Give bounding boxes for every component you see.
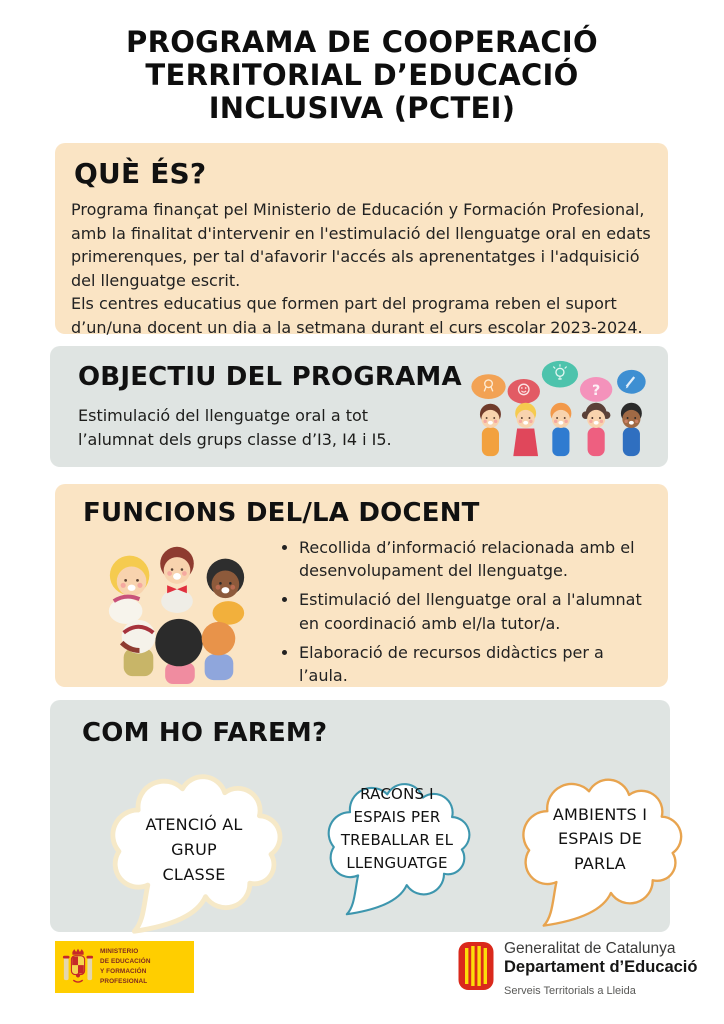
question-icon	[580, 377, 612, 402]
spain-coat-of-arms-icon	[62, 946, 94, 988]
page-title	[0, 26, 724, 125]
generalitat-line1: Generalitat de Catalunya	[504, 940, 676, 957]
section-que-es	[55, 143, 668, 337]
que-es-heading: QUÈ ÉS?	[74, 157, 207, 190]
question-glyph: ?	[592, 383, 601, 400]
ministerio-line1: MINISTERIO	[100, 948, 139, 956]
que-es-paragraph-2: Els centres educatius que formen part del programa reben el suport d’un/una docent un dia a la setmana durant el curs escolar 2023-2024.	[71, 294, 643, 337]
kid-pink-shirt	[582, 403, 611, 456]
lightbulb-icon	[542, 361, 578, 388]
children-group-illustration	[77, 530, 277, 688]
group-kid-red-bow-boy	[160, 547, 194, 613]
spain-crest-svg	[62, 946, 94, 988]
com-ho-farem-heading: COM HO FAREM?	[82, 718, 328, 748]
objectiu-heading: OBJECTIU DEL PROGRAMA	[78, 362, 462, 392]
smiley-icon	[508, 379, 540, 404]
kid-red-dress	[513, 403, 538, 456]
children-speech-bubbles-svg	[464, 358, 654, 458]
generalitat-line2: Departament d’Educació	[504, 958, 698, 977]
kid-orange-shirt	[480, 404, 501, 456]
bubble-ambients-espais	[506, 764, 694, 932]
ministerio-logo	[55, 941, 194, 993]
bubble-racons-espais	[316, 756, 478, 934]
ministerio-line3: Y FORMACIÓN PROFESIONAL	[100, 968, 148, 985]
ministerio-line2: DE EDUCACIÓN	[100, 958, 151, 966]
group-kid-blonde-girl	[109, 556, 149, 624]
page-title-line3: INCLUSIVA (PCTEI)	[208, 91, 516, 126]
pencil-icon	[617, 370, 646, 394]
group-kid-afro-back	[155, 619, 202, 684]
award-icon	[471, 374, 505, 399]
ministerio-text	[100, 947, 189, 987]
page-title-line1: PROGRAMA DE COOPERACIÓ	[126, 25, 598, 59]
senyera-svg	[458, 941, 494, 991]
method-bubbles	[82, 758, 654, 938]
group-kid-orange-hair-back	[202, 622, 236, 680]
objectiu-text-block	[78, 360, 464, 452]
footer	[0, 940, 724, 1010]
senyera-shield-icon	[458, 941, 494, 991]
objectiu-text: Estimulació del llenguatge oral a tot l’alumnat dels grups classe d’I3, I4 i I5.	[78, 406, 392, 449]
que-es-paragraph-1: Programa finançat pel Ministerio de Educación y Formación Profesional, amb la finalitat d'intervenir en l'estimulació del llenguatge oral en edats primerenques, per tal d'afavorir l'accés als aprenentatges i l'adquisició del llenguatge escrit.	[71, 200, 651, 290]
page-title-line2: TERRITORIAL D’EDUCACIÓ	[145, 58, 579, 93]
section-com-ho-farem	[50, 700, 670, 932]
funcions-heading: FUNCIONS DEL/LA DOCENT	[83, 498, 480, 528]
funcions-content-row	[83, 530, 650, 693]
group-kid-cap-back	[122, 620, 156, 676]
section-funcions	[55, 484, 668, 687]
children-group-svg	[77, 530, 277, 688]
bubble-label-atencio: ATENCIÓ AL GRUP CLASSE	[145, 815, 243, 884]
generalitat-logo	[458, 940, 697, 997]
kid-blue-overalls	[550, 403, 571, 456]
funcions-bullet-2: • Estimulació del llenguatge oral a l'alumnat en coordinació amb el/la tutor/a.	[299, 588, 650, 634]
generalitat-line3: Serveis Territorials a Lleida	[504, 984, 636, 997]
bubble-label-racons: RACONS I ESPAIS PER TREBALLAR EL LLENGUATGE	[340, 784, 454, 873]
funcions-bullet-1: • Recollida d’informació relacionada amb el desenvolupament del llenguatge.	[299, 536, 650, 582]
bubble-label-ambients: AMBIENTS I ESPAIS DE PARLA	[552, 804, 648, 874]
generalitat-text	[504, 940, 697, 997]
funcions-bullet-3: • Elaboració de recursos didàctics per a l’aula.	[299, 641, 650, 687]
group-kid-curly-hair-boy	[207, 559, 245, 625]
kid-blue-shirt	[621, 403, 642, 456]
children-speech-bubbles-illustration	[464, 358, 654, 458]
bubble-atencio-grup-classe	[96, 760, 292, 938]
section-objectiu	[50, 346, 668, 467]
funcions-bullet-list	[277, 536, 650, 693]
